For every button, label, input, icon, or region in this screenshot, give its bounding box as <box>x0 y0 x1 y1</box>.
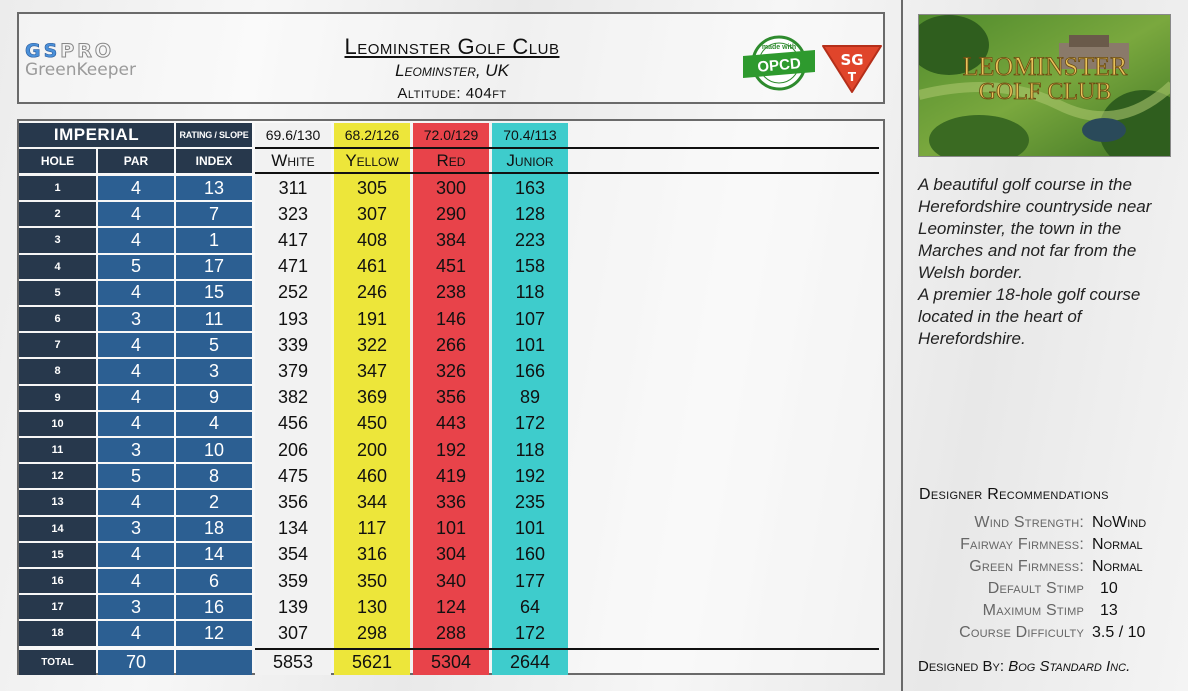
hole-yardage: 107 <box>514 308 546 329</box>
hole-yardage: 223 <box>514 229 546 250</box>
hole-index: 3 <box>176 359 252 383</box>
hole-yardage: 417 <box>277 229 309 250</box>
hole-number: 5 <box>19 281 96 305</box>
hole-yardage: 64 <box>519 596 541 617</box>
hole-index: 2 <box>176 490 252 514</box>
hole-index: 17 <box>176 255 252 279</box>
hole-index: 1 <box>176 228 252 252</box>
tee-total-white: 5853 <box>272 652 314 672</box>
hole-yardage: 252 <box>277 282 309 303</box>
tee-name-junior: Junior <box>506 151 554 170</box>
course-aerial-photo <box>918 14 1171 157</box>
hole-index: 4 <box>176 412 252 436</box>
sgt-badge-bottom-text: T <box>847 70 857 84</box>
hole-yardage: 134 <box>277 518 309 539</box>
hole-par: 4 <box>98 490 174 514</box>
course-photo-image <box>919 15 1171 157</box>
hole-index: 18 <box>176 517 252 541</box>
total-rule <box>255 648 879 650</box>
hole-yardage: 419 <box>435 465 467 486</box>
hole-yardage: 192 <box>435 439 467 460</box>
hole-par: 4 <box>98 359 174 383</box>
gspro-logo <box>25 40 175 80</box>
hole-yardage: 89 <box>519 387 541 408</box>
hole-number: 16 <box>19 569 96 593</box>
hole-yardage: 117 <box>357 518 387 539</box>
hole-yardage: 323 <box>277 203 309 224</box>
hole-yardage: 172 <box>514 622 546 643</box>
hole-yardage: 382 <box>277 387 309 408</box>
hole-index: 7 <box>176 202 252 226</box>
description-paragraph-1: A beautiful golf course in the Herefordshire countryside near Leominster, the town in the Marches and not far from the Welsh border. <box>918 175 1152 282</box>
hole-par: 4 <box>98 176 174 200</box>
rec-row-default-stimp <box>918 580 1180 602</box>
hole-number: 12 <box>19 464 96 488</box>
description-paragraph-2: A premier 18-hole golf course located in the heart of Herefordshire. <box>918 285 1141 348</box>
hole-yardage: 177 <box>514 570 546 591</box>
rec-value: 10 <box>1100 580 1118 597</box>
hole-number: 13 <box>19 490 96 514</box>
hole-yardage: 118 <box>515 282 545 303</box>
hole-par: 4 <box>98 543 174 567</box>
hole-yardage: 246 <box>356 282 388 303</box>
hole-par: 4 <box>98 621 174 645</box>
hole-yardage: 266 <box>435 334 467 355</box>
hole-yardage: 191 <box>356 308 388 329</box>
hole-par: 4 <box>98 228 174 252</box>
course-header <box>17 12 885 104</box>
hole-yardage: 307 <box>356 203 388 224</box>
rec-label: Maximum Stimp <box>982 602 1084 619</box>
rec-value: Normal <box>1092 558 1143 575</box>
club-name: Leominster Golf Club <box>344 34 560 59</box>
rec-value: 3.5 / 10 <box>1092 624 1146 641</box>
course-description <box>918 174 1180 350</box>
hole-par: 4 <box>98 202 174 226</box>
hole-yardage: 350 <box>356 570 388 591</box>
hole-yardage: 160 <box>514 544 546 565</box>
hole-number: 8 <box>19 359 96 383</box>
hole-number: 11 <box>19 438 96 462</box>
tee-name-yellow: Yellow <box>345 151 399 170</box>
rec-row-wind-strength <box>918 514 1180 536</box>
rec-value: 13 <box>1100 602 1118 619</box>
greenkeeper-wordmark: GreenKeeper <box>25 60 136 80</box>
tee-name-red: Red <box>436 151 466 170</box>
hole-yardage: 124 <box>435 596 467 617</box>
hole-number: 10 <box>19 412 96 436</box>
hole-yardage: 163 <box>514 177 546 198</box>
rec-row-green-firmness <box>918 558 1180 580</box>
hole-index: 13 <box>176 176 252 200</box>
hole-yardage: 461 <box>356 256 388 277</box>
hole-yardage: 379 <box>277 360 309 381</box>
rec-value: Normal <box>1092 536 1143 553</box>
hole-number: 7 <box>19 333 96 357</box>
hole-number: 17 <box>19 595 96 619</box>
club-altitude: Altitude: 404ft <box>397 85 507 102</box>
hole-column-header: HOLE <box>19 149 96 173</box>
hole-yardage: 316 <box>356 544 388 565</box>
hole-index: 5 <box>176 333 252 357</box>
total-index-blank <box>176 650 252 675</box>
hole-par: 4 <box>98 412 174 436</box>
hole-yardage: 290 <box>435 203 467 224</box>
tee-name-white: White <box>271 151 315 170</box>
hole-yardage: 326 <box>435 360 467 381</box>
hole-yardage: 408 <box>356 229 388 250</box>
hole-yardage: 172 <box>514 413 546 434</box>
hole-yardage: 356 <box>277 491 309 512</box>
hole-yardage: 344 <box>356 491 388 512</box>
tee-total-red: 5304 <box>430 652 472 672</box>
hole-yardage: 166 <box>514 360 546 381</box>
hole-yardage: 158 <box>514 256 546 277</box>
rec-row-fairway-firmness <box>918 536 1180 558</box>
hole-number: 2 <box>19 202 96 226</box>
tee-total-junior: 2644 <box>509 652 551 672</box>
hole-index: 9 <box>176 386 252 410</box>
hole-number: 4 <box>19 255 96 279</box>
hole-number: 14 <box>19 517 96 541</box>
par-column-header: PAR <box>98 149 174 173</box>
designer-label: Designed By: <box>918 658 1005 675</box>
tee-rating-white: 69.6/130 <box>265 127 321 143</box>
rating-slope-label: RATING / SLOPE <box>176 123 252 147</box>
photo-overlay-line1: LEOMINSTER <box>962 52 1128 81</box>
rec-label: Fairway Firmness: <box>960 536 1084 553</box>
hole-yardage: 300 <box>435 177 467 198</box>
hole-yardage: 193 <box>277 308 309 329</box>
panel-divider <box>901 0 903 691</box>
hole-par: 3 <box>98 517 174 541</box>
unit-label: IMPERIAL <box>19 123 174 147</box>
tee-total-yellow: 5621 <box>351 652 393 672</box>
hole-number: 6 <box>19 307 96 331</box>
club-location: Leominster, UK <box>395 61 509 80</box>
rec-label: Course Difficulty <box>959 624 1084 641</box>
hole-yardage: 101 <box>435 518 467 539</box>
hole-index: 15 <box>176 281 252 305</box>
hole-yardage: 384 <box>435 229 467 250</box>
hole-number: 3 <box>19 228 96 252</box>
hole-yardage: 101 <box>514 334 546 355</box>
hole-yardage: 101 <box>514 518 546 539</box>
photo-overlay-line2: GOLF CLUB <box>978 79 1112 105</box>
hole-par: 4 <box>98 281 174 305</box>
tee-rating-junior: 70.4/113 <box>492 123 568 147</box>
hole-index: 11 <box>176 307 252 331</box>
hole-yardage: 118 <box>515 439 545 460</box>
hole-yardage: 475 <box>277 465 309 486</box>
hole-par: 4 <box>98 569 174 593</box>
hole-par: 4 <box>98 333 174 357</box>
hole-yardage: 307 <box>277 622 309 643</box>
hole-par: 5 <box>98 255 174 279</box>
hole-yardage: 340 <box>435 570 467 591</box>
rec-label: Default Stimp <box>987 580 1084 597</box>
hole-yardage: 235 <box>514 491 546 512</box>
sgt-badge-top-text: SG <box>840 51 864 69</box>
rec-label: Wind Strength: <box>974 514 1084 531</box>
hole-number: 1 <box>19 176 96 200</box>
hole-yardage: 238 <box>435 282 467 303</box>
header-rule-bottom <box>255 172 879 174</box>
hole-yardage: 450 <box>356 413 388 434</box>
hole-yardage: 298 <box>356 622 388 643</box>
hole-yardage: 443 <box>435 413 467 434</box>
total-label: TOTAL <box>19 650 96 675</box>
hole-yardage: 322 <box>356 334 388 355</box>
hole-yardage: 305 <box>356 177 388 198</box>
hole-yardage: 128 <box>514 203 546 224</box>
rec-value: NoWind <box>1092 514 1147 531</box>
hole-yardage: 451 <box>435 256 467 277</box>
hole-yardage: 339 <box>277 334 309 355</box>
hole-yardage: 356 <box>435 387 467 408</box>
hole-par: 5 <box>98 464 174 488</box>
rec-label: Green Firmness: <box>969 558 1084 575</box>
total-par: 70 <box>98 650 174 675</box>
hole-number: 15 <box>19 543 96 567</box>
hole-yardage: 200 <box>356 439 388 460</box>
hole-yardage: 359 <box>277 570 309 591</box>
hole-yardage: 311 <box>278 177 308 198</box>
rec-row-maximum-stimp <box>918 602 1180 624</box>
hole-par: 3 <box>98 595 174 619</box>
hole-index: 6 <box>176 569 252 593</box>
scorecard-table <box>17 119 885 675</box>
hole-yardage: 139 <box>277 596 309 617</box>
hole-yardage: 304 <box>435 544 467 565</box>
hole-yardage: 347 <box>356 360 388 381</box>
hole-index: 14 <box>176 543 252 567</box>
hole-index: 12 <box>176 621 252 645</box>
tee-rating-red: 72.0/129 <box>413 123 489 147</box>
hole-index: 8 <box>176 464 252 488</box>
opcd-badge-top-text: made with <box>761 44 797 51</box>
opcd-badge-main-text: OPCD <box>756 55 802 76</box>
hole-yardage: 146 <box>435 308 467 329</box>
hole-yardage: 369 <box>356 387 388 408</box>
opcd-badge-icon <box>741 34 817 92</box>
club-title-block <box>319 34 585 102</box>
hole-yardage: 130 <box>356 596 388 617</box>
gspro-wordmark-pro: PRO <box>60 40 114 62</box>
recommendations-title: Designer Recommendations <box>919 486 1109 503</box>
hole-number: 18 <box>19 621 96 645</box>
hole-yardage: 206 <box>277 439 309 460</box>
gspro-wordmark-gs: GS <box>25 40 61 62</box>
hole-par: 3 <box>98 438 174 462</box>
designer-credit <box>918 658 1180 675</box>
hole-index: 10 <box>176 438 252 462</box>
rec-row-course-difficulty <box>918 624 1180 646</box>
hole-yardage: 460 <box>356 465 388 486</box>
sgt-badge-icon <box>819 40 885 94</box>
hole-yardage: 456 <box>277 413 309 434</box>
hole-yardage: 288 <box>435 622 467 643</box>
hole-par: 3 <box>98 307 174 331</box>
hole-par: 4 <box>98 386 174 410</box>
gspro-wordmark <box>25 40 175 62</box>
hole-index: 16 <box>176 595 252 619</box>
designer-name: Bog Standard Inc. <box>1008 658 1131 675</box>
hole-yardage: 471 <box>277 256 309 277</box>
index-column-header: INDEX <box>176 149 252 173</box>
header-rule-top <box>255 147 879 149</box>
hole-yardage: 192 <box>514 465 546 486</box>
tee-rating-yellow: 68.2/126 <box>334 123 410 147</box>
hole-yardage: 354 <box>277 544 309 565</box>
hole-number: 9 <box>19 386 96 410</box>
hole-yardage: 336 <box>435 491 467 512</box>
